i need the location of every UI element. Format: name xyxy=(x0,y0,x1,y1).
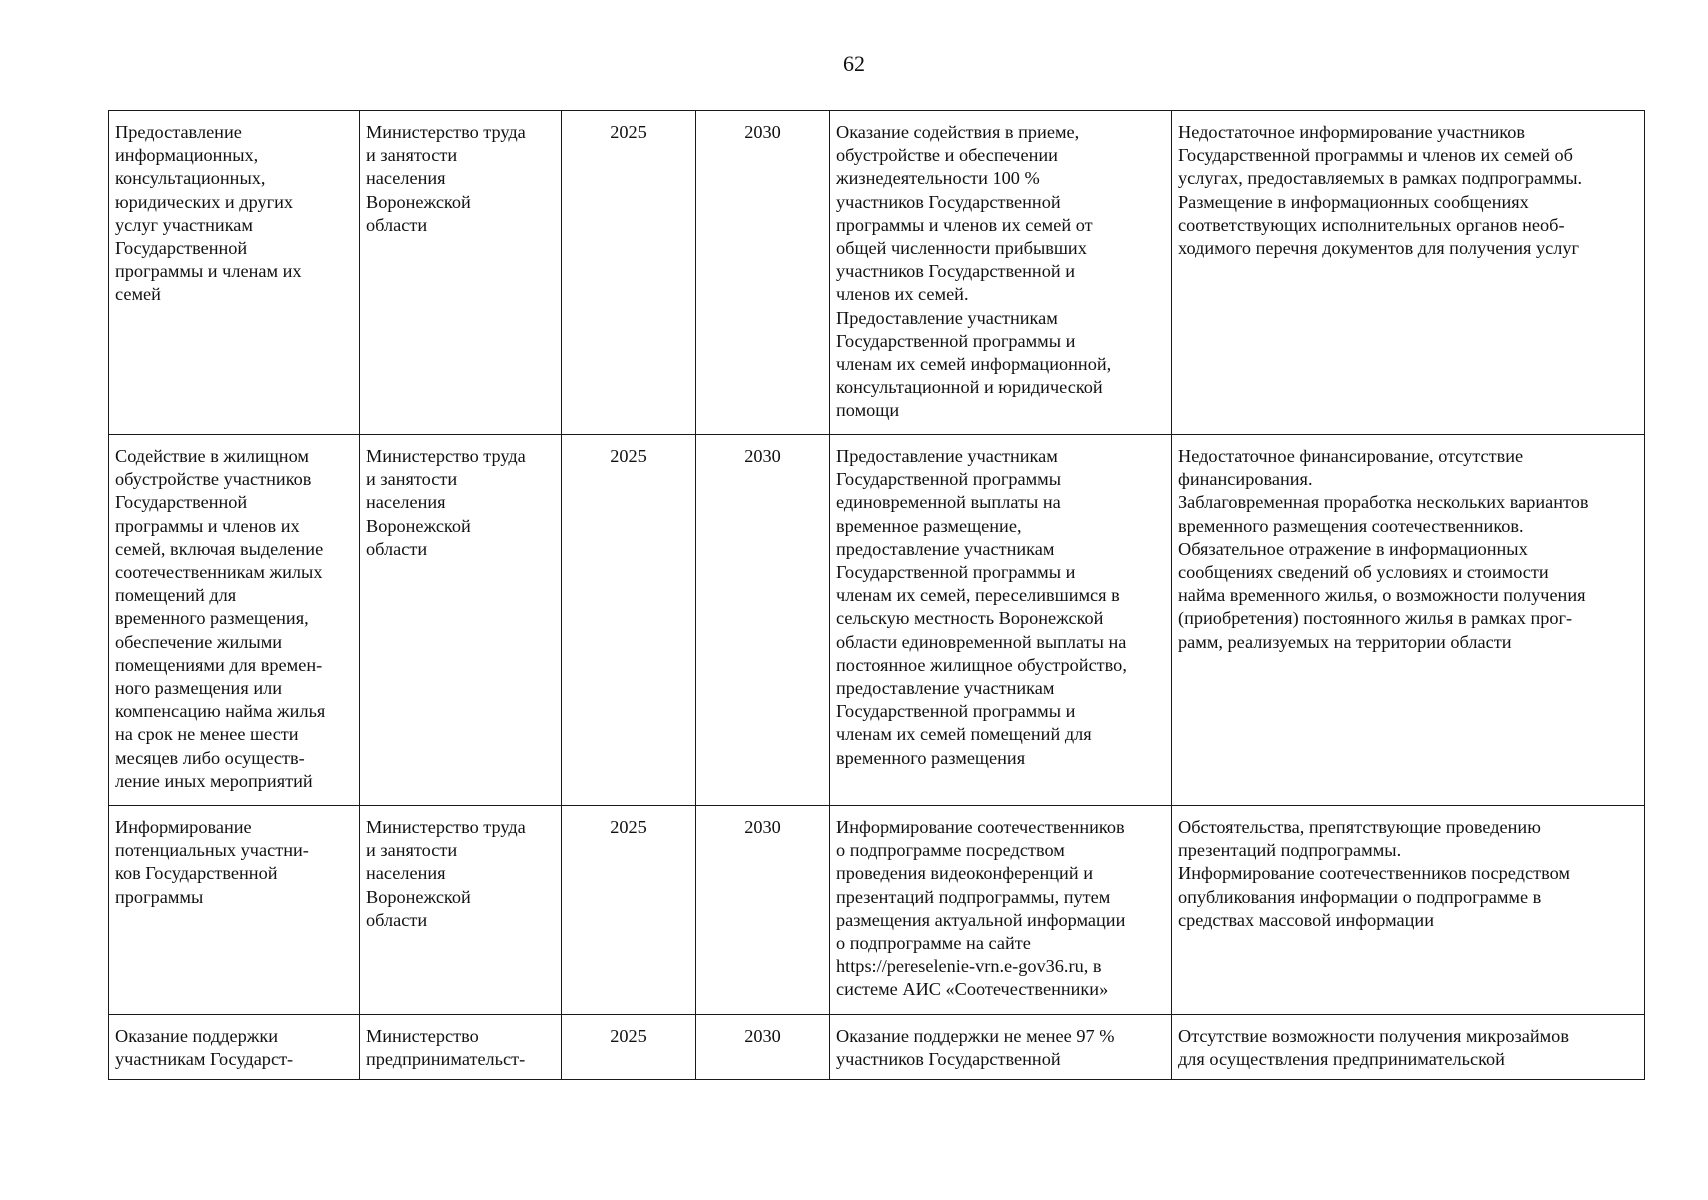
risks-cell xyxy=(1172,111,1645,435)
executor-text: Министерство предпринимательст- xyxy=(366,1026,526,1070)
measure-text: Информирование потенциальных участни- ков Государственной программы xyxy=(115,817,309,907)
start-year-text: 2025 xyxy=(610,446,647,466)
measure-text: Предоставление информационных, консультационных, юридических и других услуг участникам Государственной программы и членам их семей xyxy=(115,122,302,305)
end-year-text: 2030 xyxy=(744,446,781,466)
end-year-cell xyxy=(696,435,830,806)
start-year-text: 2025 xyxy=(610,1026,647,1046)
table-row xyxy=(109,435,1645,806)
measure-text: Содействие в жилищном обустройстве участников Государственной программы и членов их семей, включая выделение соотечественникам жилых помещений для временного размещения, обеспечение жилыми помещениями для времен- ного размещения или компенсацию найма жилья на срок не менее шести месяцев либо осуществ- ление иных мероприятий xyxy=(115,446,326,791)
result-cell xyxy=(830,806,1172,1015)
page-number: 62 xyxy=(843,51,865,76)
risks-text: Недостаточное финансирование, отсутствие финансирования. Заблаговременная проработка нескольких вариантов временного размещения соотечественников. Обязательное отражение в информационных сообщениях сведений об условиях и стоимости найма временного жилья, о возможности получения (приобретения) постоянного жилья в рамках прог- рамм, реализуемых на территории области xyxy=(1178,446,1589,652)
result-cell xyxy=(830,1015,1172,1080)
result-text: Информирование соотечественников о подпрограмме посредством проведения видеоконференций и презентаций подпрограммы, путем размещения актуальной информации о подпрограмме на сайте https://pereselenie-vrn.e-gov36.ru, в системе АИС «Соотечественники» xyxy=(836,817,1126,1000)
start-year-cell xyxy=(562,1015,696,1080)
result-cell xyxy=(830,111,1172,435)
executor-text: Министерство труда и занятости населения Воронежской области xyxy=(366,446,526,559)
measure-cell xyxy=(109,806,360,1015)
measure-cell xyxy=(109,435,360,806)
result-text: Оказание содействия в приеме, обустройстве и обеспечении жизнедеятельности 100 % участников Государственной программы и членов их семей от общей численности прибывших участников Государственной и членов их семей. Предоставление участникам Государственной программы и членам их семей информационной, консультационной и юридической помощи xyxy=(836,122,1112,421)
executor-cell xyxy=(360,1015,562,1080)
end-year-text: 2030 xyxy=(744,122,781,142)
risks-text: Обстоятельства, препятствующие проведению презентаций подпрограммы. Информирование соотечественников посредством опубликования информации о подпрограмме в средствах массовой информации xyxy=(1178,817,1570,930)
start-year-cell xyxy=(562,111,696,435)
end-year-cell xyxy=(696,111,830,435)
end-year-text: 2030 xyxy=(744,817,781,837)
result-text: Оказание поддержки не менее 97 % участников Государственной xyxy=(836,1026,1115,1070)
table-row xyxy=(109,806,1645,1015)
executor-cell xyxy=(360,806,562,1015)
result-text: Предоставление участникам Государственной программы единовременной выплаты на временное размещение, предоставление участникам Государственной программы и членам их семей, переселившимся в сельскую местность Воронежской области единовременной выплаты на постоянное жилищное обустройство, предоставление участникам Государственной программы и членам их семей помещений для временного размещения xyxy=(836,446,1127,768)
risks-cell xyxy=(1172,806,1645,1015)
risks-text: Отсутствие возможности получения микрозаймов для осуществления предпринимательской xyxy=(1178,1026,1569,1070)
end-year-text: 2030 xyxy=(744,1026,781,1046)
executor-cell xyxy=(360,435,562,806)
start-year-text: 2025 xyxy=(610,817,647,837)
start-year-cell xyxy=(562,806,696,1015)
start-year-cell xyxy=(562,435,696,806)
result-cell xyxy=(830,435,1172,806)
end-year-cell xyxy=(696,1015,830,1080)
risks-cell xyxy=(1172,1015,1645,1080)
measures-table xyxy=(108,110,1645,1080)
start-year-text: 2025 xyxy=(610,122,647,142)
table-row xyxy=(109,111,1645,435)
executor-cell xyxy=(360,111,562,435)
executor-text: Министерство труда и занятости населения Воронежской области xyxy=(366,817,526,930)
measure-cell xyxy=(109,1015,360,1080)
measure-text: Оказание поддержки участникам Государст- xyxy=(115,1026,294,1070)
end-year-cell xyxy=(696,806,830,1015)
table-row xyxy=(109,1015,1645,1080)
measure-cell xyxy=(109,111,360,435)
risks-cell xyxy=(1172,435,1645,806)
executor-text: Министерство труда и занятости населения Воронежской области xyxy=(366,122,526,235)
risks-text: Недостаточное информирование участников Государственной программы и членов их семей об услугах, предоставляемых в рамках подпрограммы. Размещение в информационных сообщениях соответствующих исполнительных органов необ- ходимого перечня документов для получения услуг xyxy=(1178,122,1583,259)
